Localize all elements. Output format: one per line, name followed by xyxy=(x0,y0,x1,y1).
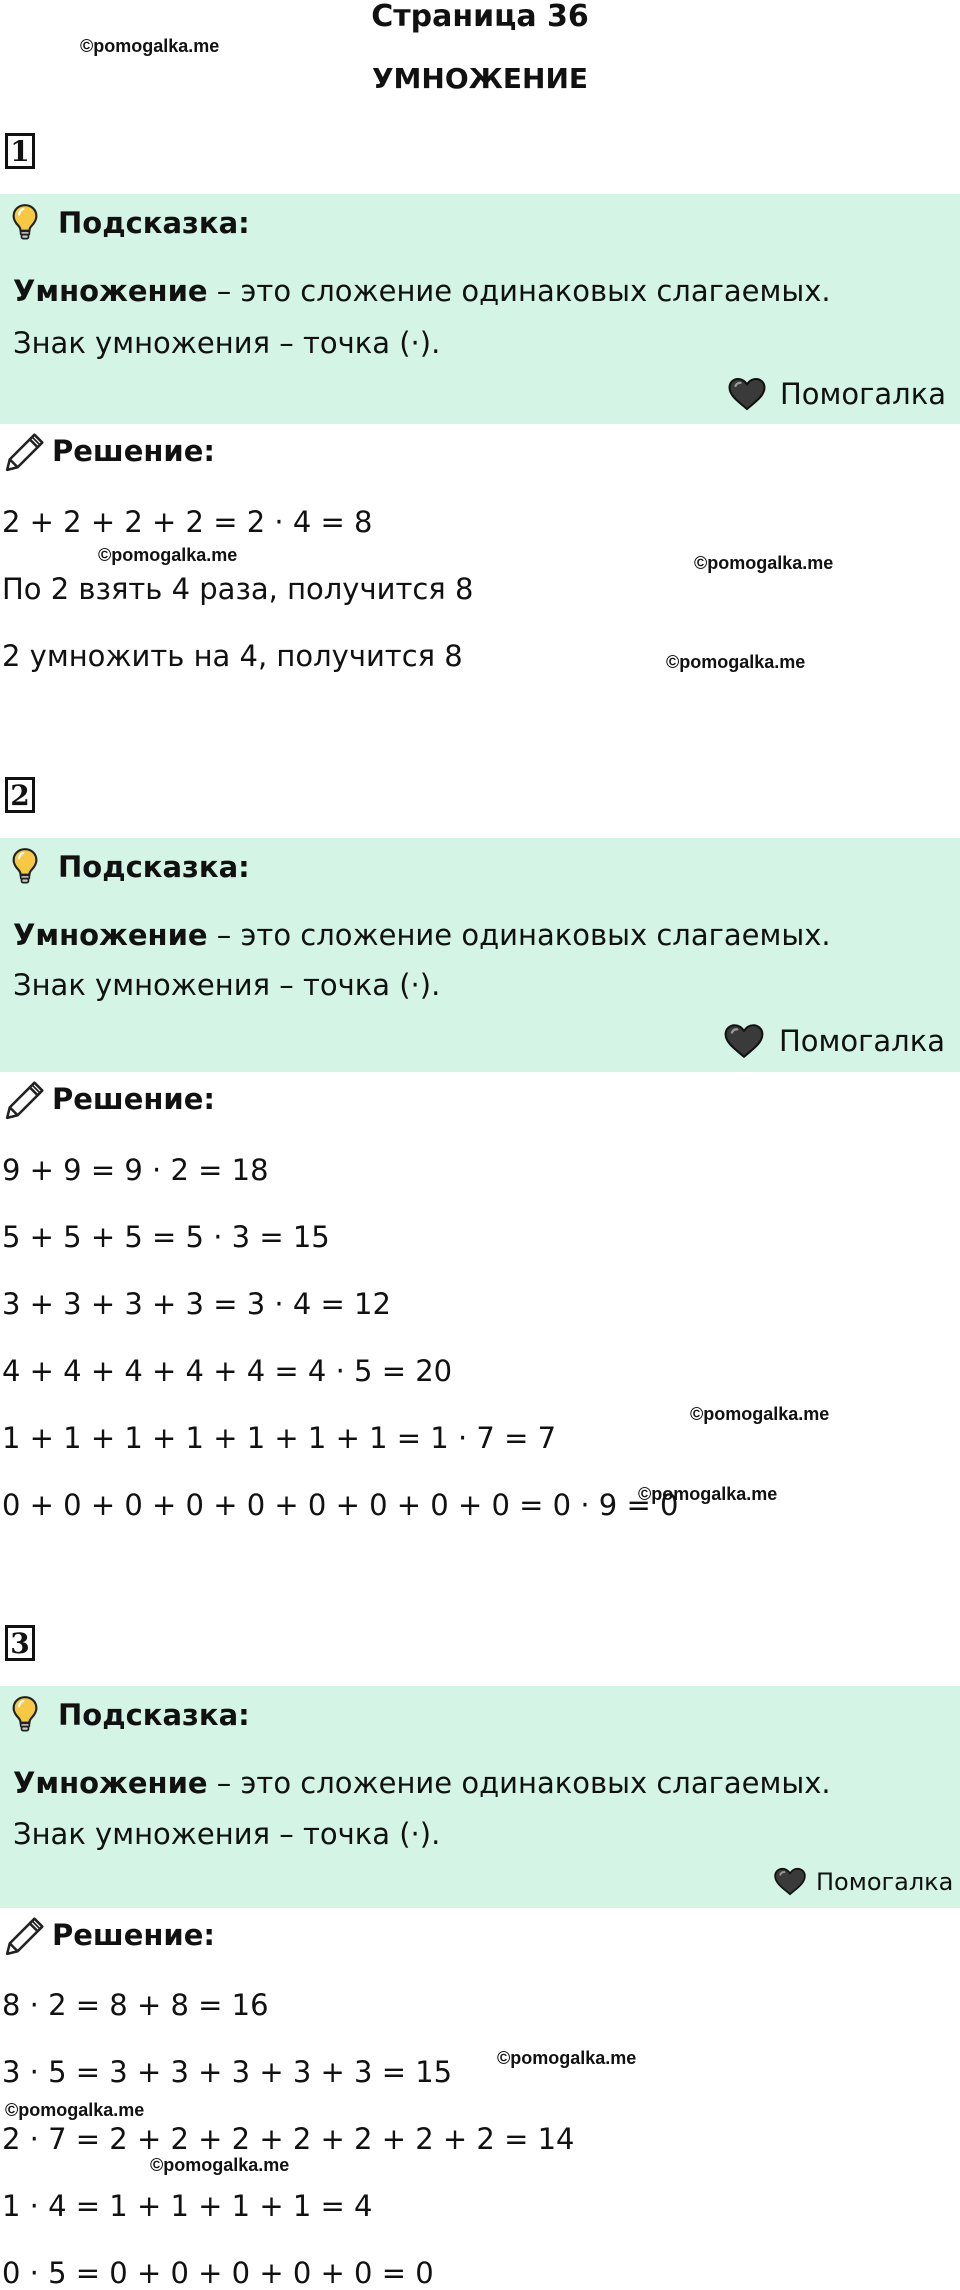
solution-heading: Решение: xyxy=(52,434,216,468)
solution-line: 1 + 1 + 1 + 1 + 1 + 1 + 1 = 1 · 7 = 7 xyxy=(2,1421,557,1455)
hint-definition-text: – это сложение одинаковых слагаемых. xyxy=(207,918,831,952)
watermark: ©pomogalka.me xyxy=(638,1484,778,1504)
heart-icon xyxy=(727,377,767,411)
lightbulb-icon xyxy=(12,1695,38,1733)
hint-heading: Подсказка: xyxy=(58,1698,250,1732)
hint-definition-text: – это сложение одинаковых слагаемых. xyxy=(207,1766,831,1800)
watermark: ©pomogalka.me xyxy=(5,2100,145,2120)
watermark: ©pomogalka.me xyxy=(98,545,238,565)
heart-icon xyxy=(723,1023,765,1059)
hint-definition xyxy=(13,274,831,308)
page-title: Страница 36 xyxy=(371,0,589,34)
solution-line: 4 + 4 + 4 + 4 + 4 = 4 · 5 = 20 xyxy=(2,1354,453,1388)
watermark: ©pomogalka.me xyxy=(694,553,834,573)
watermark: ©pomogalka.me xyxy=(80,36,220,56)
hint-term: Умножение xyxy=(13,1766,208,1800)
hint-definition-text: – это сложение одинаковых слагаемых. xyxy=(207,274,831,308)
pencil-icon xyxy=(4,1915,46,1957)
hint-sign-line: Знак умножения – точка (·). xyxy=(13,1817,441,1851)
solution-line: 3 + 3 + 3 + 3 = 3 · 4 = 12 xyxy=(2,1287,391,1321)
lightbulb-icon xyxy=(12,847,38,885)
solution-line: 2 + 2 + 2 + 2 = 2 · 4 = 8 xyxy=(2,505,373,539)
hint-definition xyxy=(13,1766,831,1800)
solution-line: 2 · 7 = 2 + 2 + 2 + 2 + 2 + 2 + 2 = 14 xyxy=(2,2122,575,2156)
solution-heading: Решение: xyxy=(52,1082,216,1116)
hint-box xyxy=(0,838,960,1072)
watermark: ©pomogalka.me xyxy=(690,1404,830,1424)
solution-line: 2 умножить на 4, получится 8 xyxy=(2,639,463,673)
brand-label: Помогалка xyxy=(780,377,946,411)
heart-icon xyxy=(773,1867,807,1896)
hint-term: Умножение xyxy=(13,274,208,308)
solution-line: 9 + 9 = 9 · 2 = 18 xyxy=(2,1153,269,1187)
solution-line: 5 + 5 + 5 = 5 · 3 = 15 xyxy=(2,1220,330,1254)
task-number-2: 2 xyxy=(5,777,35,813)
task-number-1: 1 xyxy=(5,133,35,169)
solution-line: 0 + 0 + 0 + 0 + 0 + 0 + 0 + 0 + 0 = 0 · 9 = 0 xyxy=(2,1488,679,1522)
brand-label: Помогалка xyxy=(816,1868,954,1896)
watermark: ©pomogalka.me xyxy=(666,652,806,672)
brand-label: Помогалка xyxy=(779,1024,945,1058)
watermark: ©pomogalka.me xyxy=(497,2048,637,2068)
solution-line: 0 · 5 = 0 + 0 + 0 + 0 + 0 = 0 xyxy=(2,2256,434,2290)
section-title: УМНОЖЕНИЕ xyxy=(371,62,589,95)
hint-sign-line: Знак умножения – точка (·). xyxy=(13,968,441,1002)
hint-heading: Подсказка: xyxy=(58,206,250,240)
solution-line: 1 · 4 = 1 + 1 + 1 + 1 = 4 xyxy=(2,2189,373,2223)
solution-line: По 2 взять 4 раза, получится 8 xyxy=(2,572,474,606)
hint-sign-line: Знак умножения – точка (·). xyxy=(13,326,441,360)
watermark: ©pomogalka.me xyxy=(150,2155,290,2175)
lightbulb-icon xyxy=(12,203,38,241)
solution-heading: Решение: xyxy=(52,1918,216,1952)
hint-definition xyxy=(13,918,831,952)
task-number-3: 3 xyxy=(5,1625,35,1661)
solution-line: 8 · 2 = 8 + 8 = 16 xyxy=(2,1988,269,2022)
hint-box xyxy=(0,1686,960,1908)
pencil-icon xyxy=(4,1079,46,1121)
hint-heading: Подсказка: xyxy=(58,850,250,884)
pencil-icon xyxy=(4,431,46,473)
hint-term: Умножение xyxy=(13,918,208,952)
hint-box xyxy=(0,194,960,424)
solution-line: 3 · 5 = 3 + 3 + 3 + 3 + 3 = 15 xyxy=(2,2055,453,2089)
